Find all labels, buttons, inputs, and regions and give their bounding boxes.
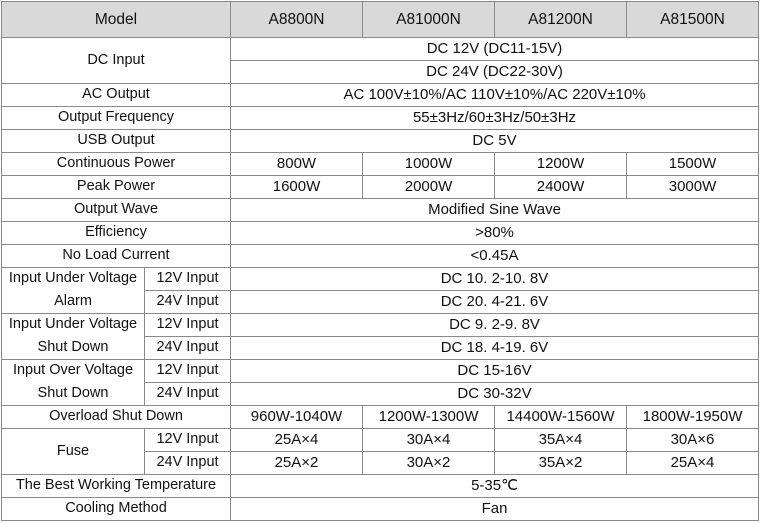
output-wave-value: Modified Sine Wave [231, 199, 759, 222]
no-load-current-row [2, 245, 759, 268]
spec-table [1, 1, 759, 521]
peak-power-a81200n: 2400W [495, 176, 627, 199]
model-a8800n: A8800N [231, 2, 363, 38]
best-temp-row [2, 475, 759, 498]
overload-a8800n: 960W-1040W [231, 406, 363, 429]
iuv-shutdown-12v-value: DC 9. 2-9. 8V [231, 314, 759, 337]
fuse-24v-label: 24V Input [145, 452, 231, 475]
cooling-label: Cooling Method [2, 498, 231, 521]
model-a81200n: A81200N [495, 2, 627, 38]
dc-input-row-1 [2, 38, 759, 61]
iuv-alarm-24v-label: 24V Input [145, 291, 231, 314]
no-load-current-label: No Load Current [2, 245, 231, 268]
iov-shutdown-label [2, 360, 145, 406]
ac-output-value: AC 100V±10%/AC 110V±10%/AC 220V±10% [231, 84, 759, 107]
header-row [2, 2, 759, 38]
peak-power-a8800n: 1600W [231, 176, 363, 199]
continuous-power-a81200n: 1200W [495, 153, 627, 176]
peak-power-a81500n: 3000W [627, 176, 759, 199]
fuse-24v-a8800n: 25A×2 [231, 452, 363, 475]
iov-shutdown-12v-value: DC 15-16V [231, 360, 759, 383]
cooling-value: Fan [231, 498, 759, 521]
fuse-label: Fuse [2, 429, 145, 475]
usb-output-row [2, 130, 759, 153]
iuv-shutdown-label-line1: Input Under Voltage [8, 316, 138, 333]
fuse-12v-a81500n: 30A×6 [627, 429, 759, 452]
iov-shutdown-label-line1: Input Over Voltage [12, 362, 134, 379]
continuous-power-a8800n: 800W [231, 153, 363, 176]
fuse-row-1 [2, 429, 759, 452]
iuv-shutdown-row-1 [2, 314, 759, 337]
fuse-24v-a81500n: 25A×4 [627, 452, 759, 475]
continuous-power-a81500n: 1500W [627, 153, 759, 176]
overload-row [2, 406, 759, 429]
fuse-12v-a8800n: 25A×4 [231, 429, 363, 452]
iuv-alarm-12v-value: DC 10. 2-10. 8V [231, 268, 759, 291]
model-header: Model [2, 2, 231, 38]
iuv-alarm-12v-label: 12V Input [145, 268, 231, 291]
iuv-shutdown-24v-label: 24V Input [145, 337, 231, 360]
output-frequency-row [2, 107, 759, 130]
fuse-12v-a81000n: 30A×4 [363, 429, 495, 452]
overload-a81500n: 1800W-1950W [627, 406, 759, 429]
iuv-shutdown-label [2, 314, 145, 360]
iuv-shutdown-12v-label: 12V Input [145, 314, 231, 337]
fuse-24v-a81200n: 35A×2 [495, 452, 627, 475]
iuv-alarm-row-1 [2, 268, 759, 291]
fuse-12v-label: 12V Input [145, 429, 231, 452]
efficiency-row [2, 222, 759, 245]
peak-power-a81000n: 2000W [363, 176, 495, 199]
output-frequency-value: 55±3Hz/60±3Hz/50±3Hz [231, 107, 759, 130]
no-load-current-value: <0.45A [231, 245, 759, 268]
iov-shutdown-24v-label: 24V Input [145, 383, 231, 406]
output-wave-row [2, 199, 759, 222]
iov-shutdown-24v-value: DC 30-32V [231, 383, 759, 406]
iuv-alarm-label [2, 268, 145, 314]
dc-input-label: DC Input [2, 38, 231, 84]
continuous-power-a81000n: 1000W [363, 153, 495, 176]
output-wave-label: Output Wave [2, 199, 231, 222]
output-frequency-label: Output Frequency [2, 107, 231, 130]
usb-output-label: USB Output [2, 130, 231, 153]
overload-a81200n: 14400W-1560W [495, 406, 627, 429]
overload-label: Overload Shut Down [2, 406, 231, 429]
usb-output-value: DC 5V [231, 130, 759, 153]
best-temp-value: 5-35℃ [231, 475, 759, 498]
continuous-power-row [2, 153, 759, 176]
fuse-12v-a81200n: 35A×4 [495, 429, 627, 452]
iov-shutdown-label-line2: Shut Down [37, 385, 109, 401]
cooling-row [2, 498, 759, 521]
iuv-alarm-24v-value: DC 20. 4-21. 6V [231, 291, 759, 314]
overload-a81000n: 1200W-1300W [363, 406, 495, 429]
iuv-alarm-label-line1: Input Under Voltage [8, 270, 138, 287]
ac-output-label: AC Output [2, 84, 231, 107]
iuv-shutdown-24v-value: DC 18. 4-19. 6V [231, 337, 759, 360]
continuous-power-label: Continuous Power [2, 153, 231, 176]
ac-output-row [2, 84, 759, 107]
peak-power-label: Peak Power [2, 176, 231, 199]
iuv-shutdown-label-line2: Shut Down [37, 339, 109, 355]
iov-shutdown-12v-label: 12V Input [145, 360, 231, 383]
fuse-24v-a81000n: 30A×2 [363, 452, 495, 475]
dc-input-24v: DC 24V (DC22-30V) [231, 61, 759, 84]
iov-shutdown-row-1 [2, 360, 759, 383]
efficiency-value: >80% [231, 222, 759, 245]
best-temp-label: The Best Working Temperature [2, 475, 231, 498]
iuv-alarm-label-line2: Alarm [54, 293, 92, 309]
peak-power-row [2, 176, 759, 199]
dc-input-12v: DC 12V (DC11-15V) [231, 38, 759, 61]
efficiency-label: Efficiency [2, 222, 231, 245]
model-a81500n: A81500N [627, 2, 759, 38]
model-a81000n: A81000N [363, 2, 495, 38]
